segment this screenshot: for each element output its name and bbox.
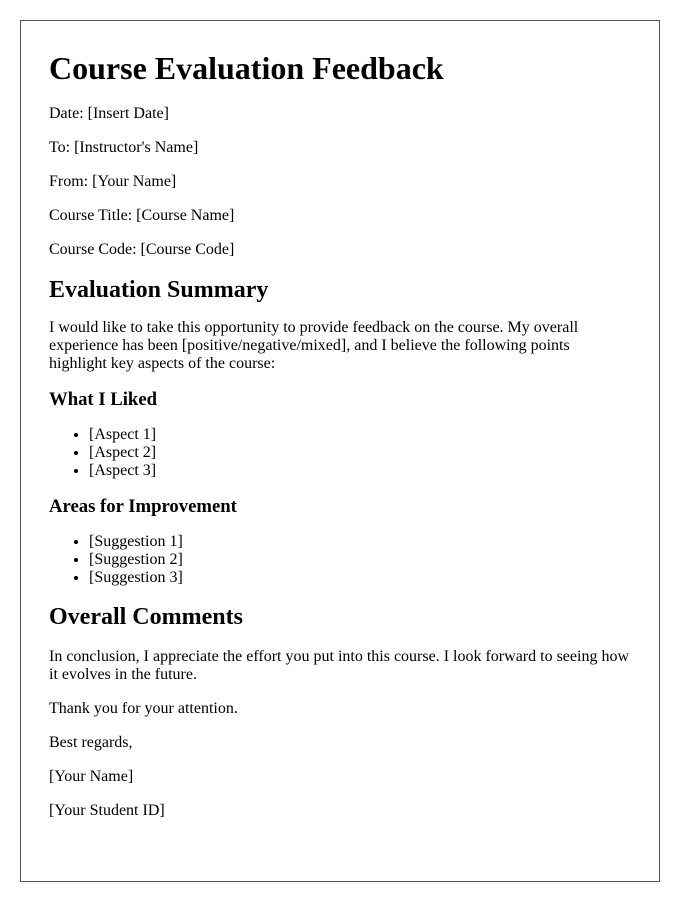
thanks-line: Thank you for your attention. xyxy=(49,700,238,717)
evaluation-summary-intro: I would like to take this opportunity to provide feedback on the course. My overall experience has been [positive/negative/mixed], and I believe the following points highlight key aspects of the course: xyxy=(49,319,579,372)
letter-page xyxy=(20,20,660,882)
liked-list xyxy=(49,426,631,480)
conclusion-paragraph: In conclusion, I appreciate the effort you put into this course. I look forward to seeing how it evolves in the future. xyxy=(49,648,629,683)
to-line: To: [Instructor's Name] xyxy=(49,139,199,156)
list-item: • [Aspect 1] xyxy=(89,426,631,444)
course-title-line: Course Title: [Course Name] xyxy=(49,207,235,224)
evaluation-summary-heading: Evaluation Summary xyxy=(49,277,269,303)
from-line: From: [Your Name] xyxy=(49,173,177,190)
list-item: • [Suggestion 2] xyxy=(89,551,631,569)
page-title: Course Evaluation Feedback xyxy=(49,50,444,86)
signature-name: [Your Name] xyxy=(49,768,134,785)
improvement-heading: Areas for Improvement xyxy=(49,496,237,517)
list-item: • [Aspect 3] xyxy=(89,462,631,480)
list-item: • [Suggestion 3] xyxy=(89,569,631,587)
course-code-line: Course Code: [Course Code] xyxy=(49,241,235,258)
overall-comments-heading: Overall Comments xyxy=(49,604,243,630)
list-item: • [Suggestion 1] xyxy=(89,533,631,551)
list-item: • [Aspect 2] xyxy=(89,444,631,462)
student-id-line: [Your Student ID] xyxy=(49,802,165,819)
closing-line: Best regards, xyxy=(49,734,133,751)
date-line: Date: [Insert Date] xyxy=(49,105,169,122)
improvement-list xyxy=(49,533,631,587)
liked-heading: What I Liked xyxy=(49,389,158,410)
